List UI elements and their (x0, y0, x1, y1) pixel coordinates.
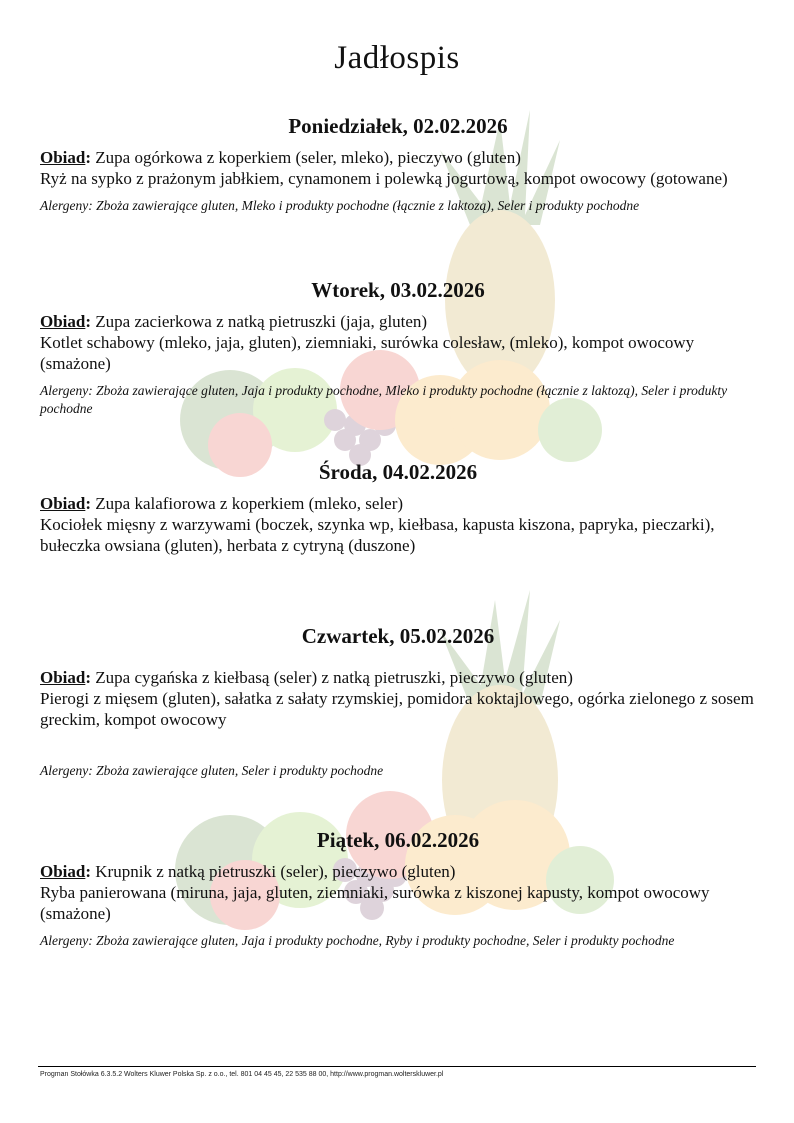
meal-label: Obiad (40, 862, 86, 881)
allergen-note: Alergeny: Zboża zawierające gluten, Mleko i produkty pochodne (łącznie z laktozą), Seler i produkty pochodne (40, 198, 640, 213)
day-section-wednesday (40, 460, 756, 556)
meal-main-course: Pierogi z mięsem (gluten), sałatka z sałaty rzymskiej, pomidora koktajlowego, ogórka zielonego z sosem greckim, kompot owocowy (40, 689, 754, 729)
day-section-thursday (40, 624, 756, 780)
meal-main-course: Ryba panierowana (miruna, jaja, gluten, ziemniaki, surówka z kiszonej kapusty, kompot owocowy (smażone) (40, 883, 710, 923)
meal-block (40, 493, 756, 556)
meal-label-colon: : (85, 312, 92, 331)
day-heading: Piątek, 06.02.2026 (316, 828, 480, 852)
meal-block (40, 861, 756, 924)
meal-label-colon: : (85, 862, 92, 881)
meal-label: Obiad (40, 312, 86, 331)
footer-divider (38, 1066, 756, 1067)
day-heading: Wtorek, 03.02.2026 (311, 278, 485, 302)
meal-label-colon: : (85, 494, 92, 513)
meal-soup: Zupa zacierkowa z natką pietruszki (jaja, gluten) (91, 312, 428, 331)
meal-main-course: Ryż na sypko z prażonym jabłkiem, cynamonem i polewką jogurtową, kompot owocowy (gotowane) (40, 169, 728, 188)
meal-label-colon: : (85, 668, 92, 687)
meal-block (40, 147, 756, 189)
day-heading: Poniedziałek, 02.02.2026 (288, 114, 508, 138)
meal-soup: Zupa kalafiorowa z koperkiem (mleko, seler) (91, 494, 404, 513)
meal-soup: Zupa cygańska z kiełbasą (seler) z natką pietruszki, pieczywo (gluten) (91, 668, 573, 687)
meal-label: Obiad (40, 494, 86, 513)
meal-soup: Krupnik z natką pietruszki (seler), pieczywo (gluten) (91, 862, 456, 881)
meal-block (40, 311, 756, 374)
day-heading: Czwartek, 05.02.2026 (301, 624, 495, 648)
meal-main-course: Kociołek mięsny z warzywami (boczek, szynka wp, kiełbasa, kapusta kiszona, papryka, pieczarki), bułeczka owsiana (gluten), herbata z cytryną (duszone) (40, 515, 715, 555)
day-section-monday (40, 114, 756, 215)
day-section-tuesday (40, 278, 756, 418)
page-title: Jadłospis (334, 40, 460, 76)
meal-label-colon: : (85, 148, 92, 167)
meal-main-course: Kotlet schabowy (mleko, jaja, gluten), ziemniaki, surówka colesław, (mleko), kompot owocowy (smażone) (40, 333, 695, 373)
meal-soup: Zupa ogórkowa z koperkiem (seler, mleko), pieczywo (gluten) (91, 148, 521, 167)
allergen-note: Alergeny: Zboża zawierające gluten, Seler i produkty pochodne (40, 763, 384, 778)
meal-label: Obiad (40, 668, 86, 687)
allergen-note: Alergeny: Zboża zawierające gluten, Jaja i produkty pochodne, Ryby i produkty pochodne, Seler i produkty pochodne (40, 933, 675, 948)
footer-text: Progman Stołówka 6.3.5.2 Wolters Kluwer Polska Sp. z o.o., tel. 801 04 45 45, 22 535 88 00, http://www.progman.wolterskluwer.pl (40, 1071, 444, 1078)
meal-block (40, 667, 756, 730)
day-heading: Środa, 04.02.2026 (318, 460, 478, 484)
day-section-friday (40, 828, 756, 950)
meal-label: Obiad (40, 148, 86, 167)
allergen-note: Alergeny: Zboża zawierające gluten, Jaja i produkty pochodne, Mleko i produkty pochodne (łącznie z laktozą), Seler i produkty pochodne (40, 383, 728, 416)
